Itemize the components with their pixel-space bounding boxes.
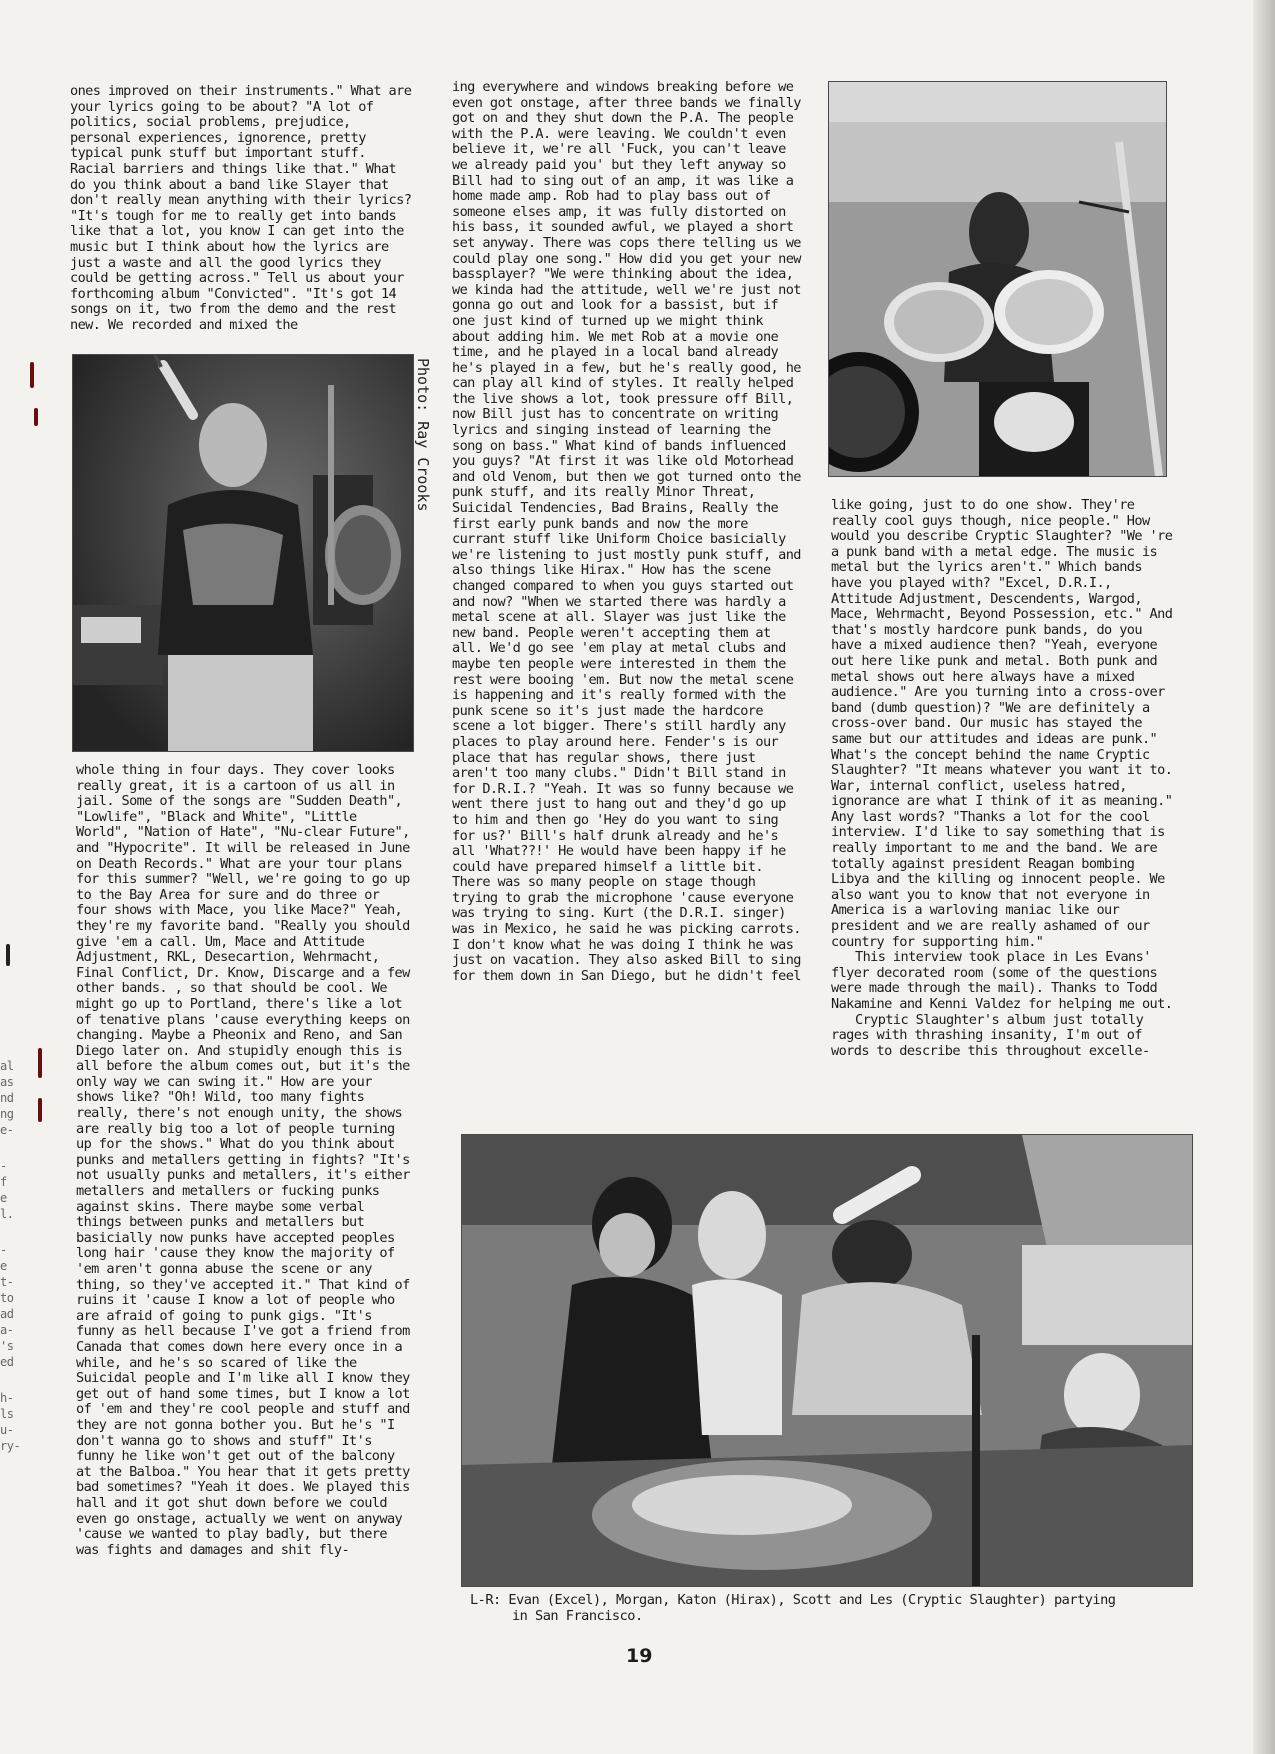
edge-fragments: al as nd ng e- - f e l. - e t- to ad a- 's ed h- ls u- ry- bbox=[0, 1059, 21, 1453]
photo-drummer bbox=[828, 81, 1167, 477]
column-1-bottom bbox=[76, 763, 412, 1558]
ink-mark bbox=[38, 1048, 42, 1078]
article-text: Cryptic Slaughter's album just totally rages with thrashing insanity, I'm out of words to describe this throughout excelle- bbox=[831, 1011, 1150, 1059]
ink-mark bbox=[6, 944, 10, 966]
photo-party bbox=[461, 1134, 1193, 1587]
ink-mark bbox=[30, 362, 34, 388]
article-text: This interview took place in Les Evans' flyer decorated room (some of the questions were made through the mail). Thanks to Todd Nakamine and Kenni Valdez for helping me out. bbox=[831, 949, 1173, 1012]
photo-singer bbox=[72, 354, 414, 752]
ink-mark bbox=[38, 1098, 42, 1122]
article-text: ones improved on their instruments." What are your lyrics going to be about? "A lot of politics, social problems, prejudice, personal experiences, ignorence, pretty typical punk stuff but important stuff. Racial barriers and things like that." What do you think about a band like Slayer that don't really mean anything with their lyrics? "It's tough for me to really get into bands like that a lot, you know I can get into the music but I think about how the lyrics are just a waste and all the good lyrics they could be getting across." Tell us about your forthcoming album "Convicted". "It's got 14 songs on it, two from the demo and the rest new. We recorded and mixed the bbox=[70, 83, 412, 333]
photo-caption bbox=[470, 1592, 1190, 1624]
column-1-top bbox=[70, 84, 412, 334]
ink-mark bbox=[34, 408, 38, 426]
photo-credit: Photo: Ray Crooks bbox=[414, 358, 432, 512]
page-number: 19 bbox=[626, 1645, 653, 1667]
column-3 bbox=[831, 498, 1177, 1059]
page-gutter-shadow bbox=[1253, 0, 1275, 1754]
column-2 bbox=[452, 80, 804, 984]
caption-line-1: L-R: Evan (Excel), Morgan, Katon (Hirax), Scott and Les (Cryptic Slaughter) partying bbox=[470, 1592, 1116, 1608]
article-text: like going, just to do one show. They're really cool guys though, nice people." How would you describe Cryptic Slaughter? "We 're a punk band with a metal edge. The music is metal but the lyrics aren't." Which bands have you played with? "Excel, D.R.I., Attitude Adjustment, Descendents, Wargod, Mace, Wehrmacht, Beyond Possession, etc." And that's mostly hardcore punk bands, do you have a mixed audience then? "Yeah, everyone out here like punk and metal. Both punk and metal shows out here always have a mixed audience." Are you turning into a cross-over band (dumb question)? "We are definitely a cross-over band. Our music has stayed the same but our attitudes and ideas are punk." What's the concept behind the name Cryptic Slaughter? "It means whatever you want it to. War, internal conflict, useless hatred, ignorance are what I think of it as meaning." Any last words? "Thanks a lot for the cool interview. I'd like to say something that is really important to me and the band. We are totally against president Reagan bombing Libya and the killing og innocent people. We also want you to know that not everyone in America is a warloving maniac like our president and we are really ashamed of our country for supporting him." bbox=[831, 497, 1173, 950]
article-text: whole thing in four days. They cover looks really great, it is a cartoon of us all in jail. Some of the songs are "Sudden Death", "Lowlife", "Black and White", "Little World", "Nation of Hate", "Nu-clear Future", and "Hypocrite". It will be released in June on Death Records." What are your tour plans for this summer? "Well, we're going to go up to the Bay Area for sure and do three or four shows with Mace, you like Mace?" Yeah, they're my favorite band. "Really you should give 'em a call. Um, Mace and Attitude Adjustment, RKL, Desecartion, Wehrmacht, Final Conflict, Dr. Know, Discarge and a few other bands. , so that should be cool. We might go up to Portland, there's like a lot of tenative plans 'cause everything keeps on changing. Maybe a Pheonix and Reno, and San Diego later on. And stupidly enough this is all before the album comes out, but it's the only way we can swing it." How are your shows like? "Oh! Wild, too many fights really, there's not enough unity, the shows are really big too a lot of people turning up for the shows." What do you think about punks and metallers getting in fights? "It's not usually punks and metallers, it's either metallers and metallers or fucking punks against skins. There maybe some verbal things between punks and metallers but basicially now punks have accepted peoples long hair 'cause they know the majority of 'em aren't gonna abuse the scene or any thing, so they've accepted it." That kind of ruins it 'cause I know a lot of people who are afraid of going to punk gigs. "It's funny as hell because I've got a friend from Canada that comes down here every once in a while, and he's so scared of like the Suicidal people and I'm like all I know they get out of hand some times, but I know a lot of 'em and they're cool people and stuff and they are not gonna bother you. But he's "I don't wanna go to shows and stuff" It's funny he like won't get out of the balcony at the Balboa." You hear that it gets pretty bad sometimes? "Yeah it does. We played this hall and it got shut down before we could even go onstage, actually we went on anyway 'cause we wanted to play badly, but there was fights and damages and shit fly- bbox=[76, 762, 410, 1558]
caption-line-2: in San Francisco. bbox=[512, 1608, 643, 1624]
article-text: ing everywhere and windows breaking before we even got onstage, after three bands we finally got on and they shut down the P.A. The people with the P.A. were leaving. We couldn't even believe it, we're all 'Fuck, you can't leave we already paid you' but they left anyway so Bill had to sing out of an amp, it was like a home made amp. Rob had to play bass out of someone elses amp, it was fully distorted on his bass, it sounded awful, we played a short set anyway. There was cops there telling us we could play one song." How did you get your new bassplayer? "We were thinking about the idea, we kinda had the attitude, well we're just not gonna go out and look for a bassist, but if one just kind of turned up we might think about adding him. We met Rob at a movie one time, and he played in a local band already he's played in a few, but he's really good, he can play all kind of styles. It really helped the live shows a lot, took pressure off Bill, now Bill just has to concentrate on writing lyrics and singing instead of learning the song on bass." What kind of bands influenced you guys? "At first it was like old Motorhead and old Venom, but then we got turned onto the punk stuff, and its really Minor Threat, Suicidal Tendencies, Bad Brains, Really the first early punk bands and now the more currant stuff like Uniform Choice basicially we're listening to just mostly punk stuff, and also things like Hirax." How has the scene changed compared to when you guys started out and now? "When we started there was hardly a metal scene at all. Slayer was just like the new band. People weren't accepting them at all. We'd go see 'em play at metal clubs and maybe ten people were interested in them the rest were booing 'em. But now the metal scene is happening and it's really formed with the punk scene so it's just made the hardcore scene a lot bigger. There's still hardly any places to play around here. Fender's is our place that has regular shows, there just aren't too many clubs." Didn't Bill stand in for D.R.I.? "Yeah. It was so funny because we went there just to hang out and they'd go up to him and then go 'Hey do you want to sing for us?' Bill's half drunk already and he's all 'What??!' He would have been happy if he could have prepared himself a little bit. There was so many people on stage though trying to grab the microphone 'cause everyone was trying to sing. Kurt (the D.R.I. singer) was in Mexico, he said he was picking carrots. I don't know what he was doing I think he was just on vacation. They also asked Bill to sing for them down in San Diego, but he didn't feel bbox=[452, 79, 801, 984]
